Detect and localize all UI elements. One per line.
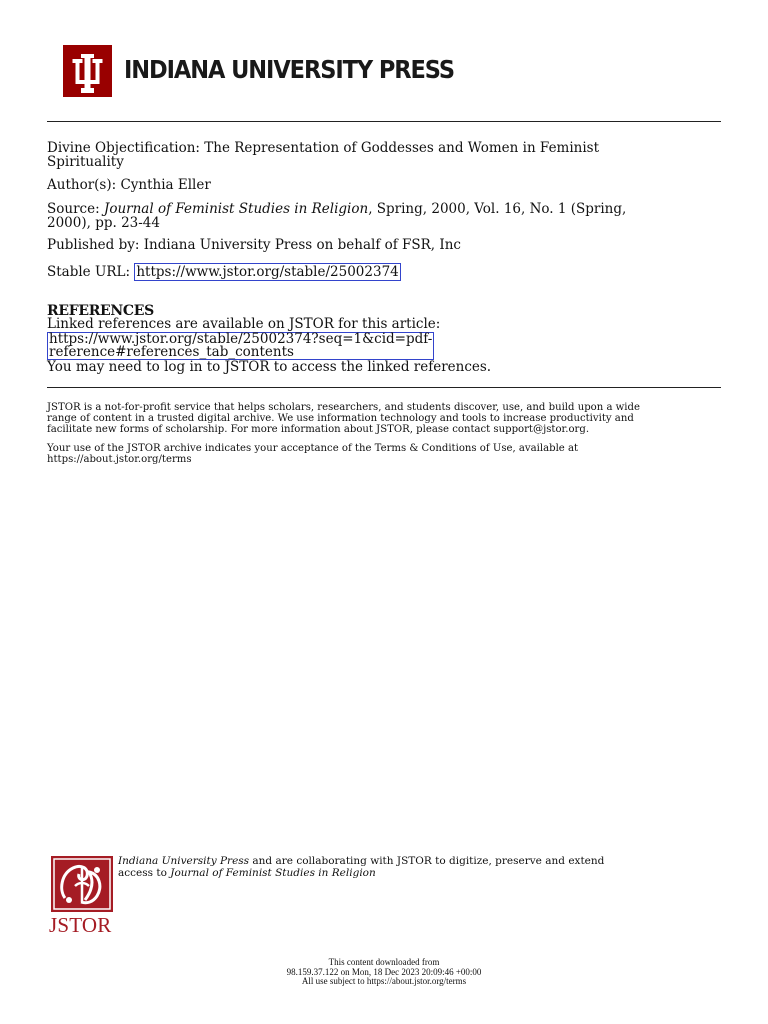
- journal-title: Journal of Feminist Studies in Religion: [103, 201, 369, 217]
- publisher-name: INDIANA UNIVERSITY PRESS: [124, 55, 455, 84]
- header-divider: [47, 121, 721, 122]
- title-line: Divine Objectification: The Representation of Goddesses and Women in Feminist: [47, 140, 600, 156]
- references-link-line[interactable]: https://www.jstor.org/stable/25002374?seq=1&cid=pdf-: [49, 331, 433, 347]
- section-divider: [47, 387, 721, 388]
- references-block: [47, 317, 717, 374]
- collab-publisher: Indiana University Press: [118, 855, 250, 867]
- author-name: Cynthia Eller: [120, 177, 211, 193]
- collab-text: and are collaborating with JSTOR to digitize, preserve and extend: [249, 855, 605, 867]
- source-line: [47, 202, 717, 230]
- source-details: , Spring, 2000, Vol. 16, No. 1 (Spring,: [368, 201, 627, 217]
- collaboration-notice: [118, 855, 718, 879]
- jstor-wordmark: JSTOR: [49, 913, 112, 937]
- terms-notice: [47, 443, 719, 465]
- download-line: All use subject to https://about.jstor.org/terms: [301, 976, 467, 986]
- download-line: This content downloaded from: [328, 957, 440, 967]
- download-line: 98.159.37.122 on Mon, 18 Dec 2023 20:09:46 +00:00: [286, 966, 482, 977]
- title-line: Spirituality: [47, 154, 124, 170]
- source-pages: 2000), pp. 23-44: [47, 215, 160, 231]
- source-label: Source:: [47, 201, 100, 217]
- collab-text: access to: [118, 867, 171, 879]
- fineprint-line: range of content in a trusted digital archive. We use information technology and tools to increase productivity and: [47, 413, 634, 424]
- terms-url[interactable]: https://about.jstor.org/terms: [47, 454, 192, 465]
- publisher-text: Indiana University Press on behalf of FSR, Inc: [143, 237, 461, 253]
- references-heading: REFERENCES: [47, 303, 154, 319]
- references-note: You may need to log in to JSTOR to access the linked references.: [47, 359, 492, 375]
- fineprint-line: JSTOR is a not-for-profit service that helps scholars, researchers, and students discover, use, and build upon a wide: [47, 402, 640, 413]
- fineprint-line: Your use of the JSTOR archive indicates your acceptance of the Terms & Conditions of Use, available at: [47, 443, 579, 454]
- jstor-description: [47, 402, 719, 435]
- stable-url-line: [47, 265, 717, 279]
- author-line: [47, 178, 717, 192]
- references-link-line[interactable]: reference#references_tab_contents: [49, 344, 294, 360]
- published-line: [47, 238, 717, 252]
- collab-journal: Journal of Feminist Studies in Religion: [170, 867, 376, 879]
- published-label: Published by:: [47, 237, 140, 253]
- article-title: [47, 141, 717, 169]
- stable-url-label: Stable URL:: [47, 264, 131, 280]
- iu-trident-icon: [63, 45, 112, 97]
- references-intro: Linked references are available on JSTOR for this article:: [47, 316, 441, 332]
- stable-url-link[interactable]: https://www.jstor.org/stable/25002374: [136, 264, 399, 280]
- fineprint-line: facilitate new forms of scholarship. For more information about JSTOR, please contact support@jstor.org.: [47, 424, 590, 435]
- author-label: Author(s):: [47, 177, 117, 193]
- jstor-ornament-icon: [51, 856, 113, 912]
- download-notice: [184, 958, 584, 987]
- references-link[interactable]: [47, 332, 717, 360]
